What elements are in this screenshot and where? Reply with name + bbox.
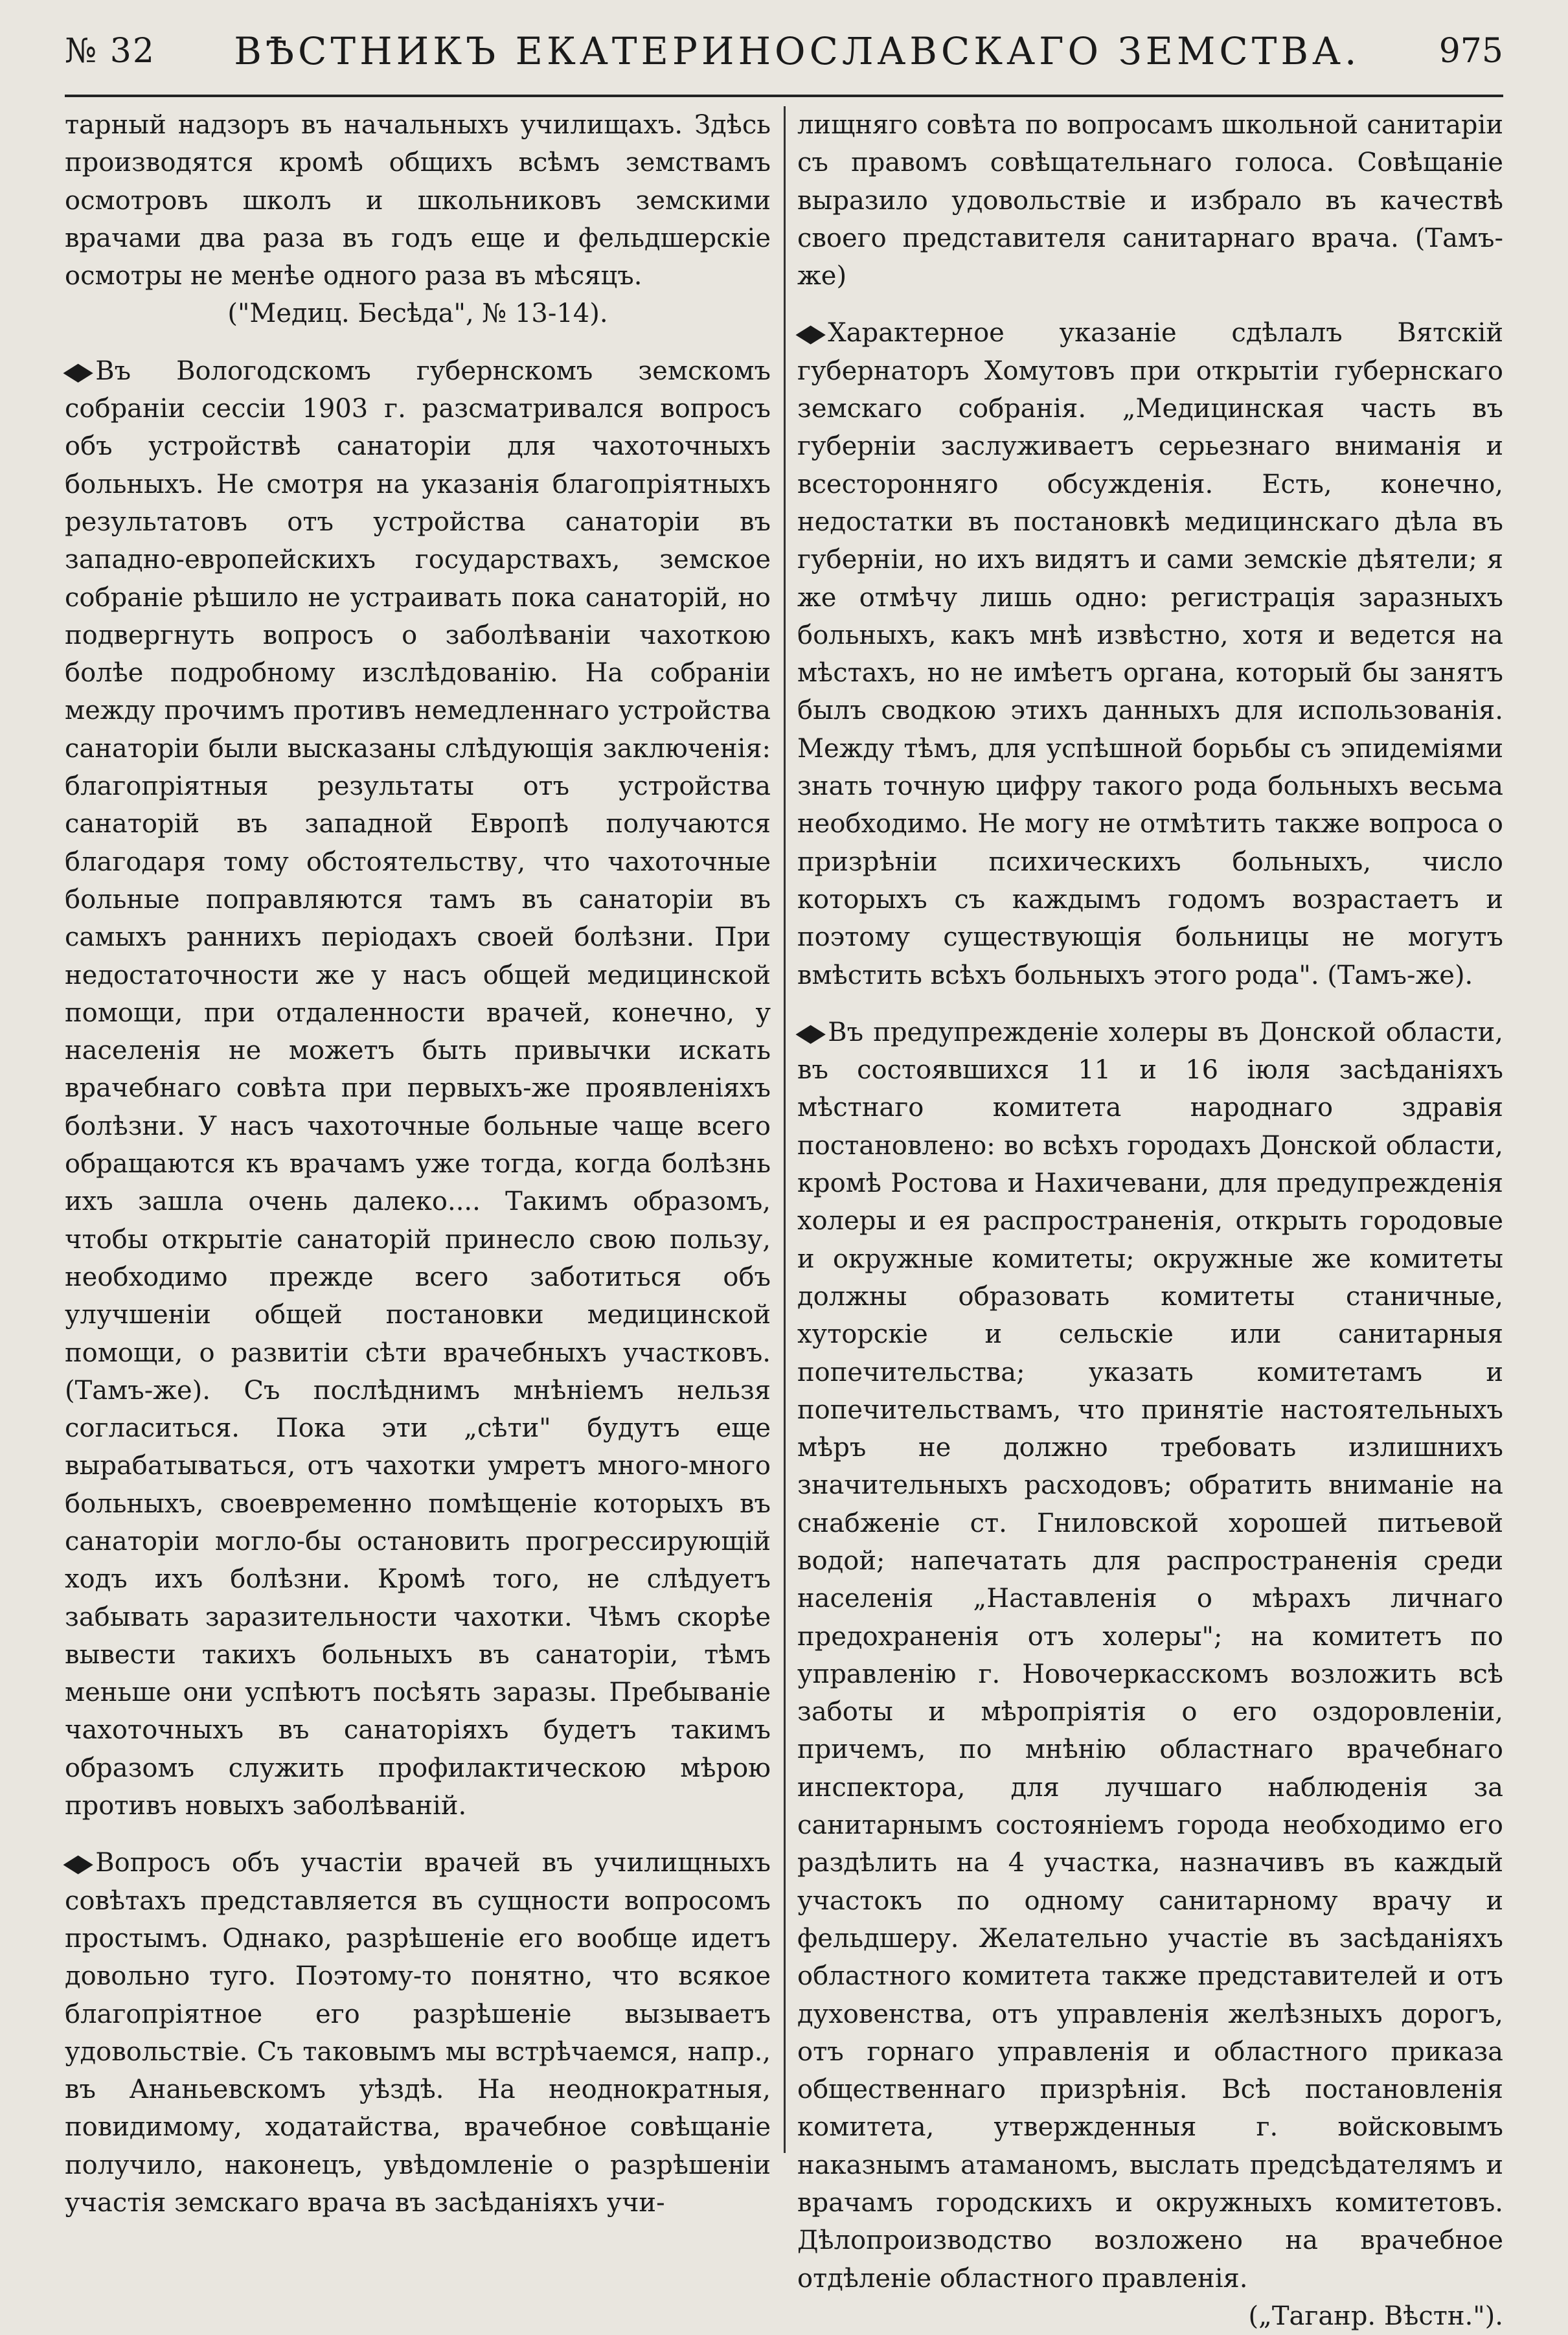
diamond-ornament-icon: ◆ [795,319,826,348]
diamond-ornament-icon: ◆ [795,1018,826,1047]
article-school-councils-text: Вопросъ объ участіи врачей въ училищныхъ совѣтахъ представляется въ сущности вопросомъ простымъ. Однако, разрѣшеніе его вообще идетъ довольно туго. Поэтому-то понятно, что всякое благопріятное его разрѣшеніе вызываетъ удовольствіе. Съ таковымъ мы встрѣчаемся, напр., въ Ананьевскомъ уѣздѣ. На неоднократныя, повидимому, ходатайства, врачебное совѣщаніе получило, наконецъ, увѣдомленіе о разрѣшеніи участія земскаго врача въ засѣданіяхъ учи- [65,1848,771,2218]
citation-taganrog-herald: („Таганр. Вѣстн."). [1248,2301,1503,2331]
article-vyatka-governor [797,314,1503,994]
article-school-councils [65,1844,771,2222]
article-don-cholera [797,1014,1503,2297]
journal-title: ВѢСТНИКЪ ЕКАТЕРИНОСЛАВСКАГО ЗЕМСТВА. [234,29,1361,73]
page-header [65,16,1503,97]
citation-medical-talk: ("Медиц. Бесѣда", № 13-14). [227,299,608,329]
article-don-text: Въ предупрежденіе холеры въ Донской области, въ состоявшихся 11 и 16 іюля засѣданіяхъ мѣстнаго комитета народнаго здравія постановлено: во всѣхъ городахъ Донской области, кромѣ Ростова и Нахичевани, для предупрежденія холеры и ея распространенія, открыть городовые и окружные комитеты; окружные же комитеты должны образовать комитеты станичные, хуторскіе и сельскіе или санитарныя попечительства; указать комитетамъ и попечительствамъ, что принятіе настоятельныхъ мѣръ не должно требовать излишнихъ значительныхъ расходовъ; обратить вниманіе на снабженіе ст. Гниловской хорошей питьевой водой; напечатать для распространенія среди населенія „Наставленія о мѣрахъ личнаго предохраненія отъ холеры"; на комитетъ по управленію г. Новочеркасскомъ возложить всѣ заботы и мѣропріятія о его оздоровленіи, причемъ, по мнѣнію областнаго врачебнаго инспектора, для лучшаго наблюденія за санитарнымъ состояніемъ города необходимо его раздѣлить на 4 участка, назначивъ въ каждый участокъ по одному санитарному врачу и фельдшеру. Желательно участіе въ засѣданіяхъ областного комитета также представителей и отъ духовенства, отъ управленія желѣзныхъ дорогъ, отъ горнаго управленія и областного приказа общественнаго призрѣнія. Всѣ постановленія комитета, утвержденныя г. войсковымъ наказнымъ атаманомъ, выслать предсѣдателямъ и врачамъ городскихъ и окружныхъ комитетовъ. Дѣлопроизводство возложено на врачебное отдѣленіе областного правленія. [797,1017,1503,2294]
page-number: 975 [1438,32,1503,71]
paragraph-council-continued: лищняго совѣта по вопросамъ школьной санитаріи съ правомъ совѣщательнаго голоса. Совѣщаніе выразило удовольствіе и избрало въ качествѣ своего представителя санитарнаго врача. (Тамъ-же) [797,110,1503,291]
left-column [65,106,771,2335]
issue-number: № 32 [65,32,155,71]
article-vologda-sanatorium [65,352,771,1825]
column-divider [784,106,786,2153]
paragraph-school-inspection: тарный надзоръ въ начальныхъ училищахъ. Здѣсь производятся кромѣ общихъ всѣмъ земствамъ осмотровъ школъ и школьниковъ земскими врачами два раза въ годъ еще и фельдшерскіе осмотры не менѣе одного раза въ мѣсяцъ. [65,110,771,291]
diamond-ornament-icon: ◆ [63,356,94,385]
article-vologda-text: Въ Вологодскомъ губернскомъ земскомъ собраніи сессіи 1903 г. разсматривался вопросъ объ устройствѣ санаторіи для чахоточныхъ больныхъ. Не смотря на указанія благопріятныхъ результатовъ отъ устройства санаторіи въ западно-европейскихъ государствахъ, земское собраніе рѣшило не устраивать пока санаторій, но подвергнуть вопросъ о заболѣваніи чахоткою болѣе подробному изслѣдованію. На собраніи между прочимъ противъ немедленнаго устройства санаторіи были высказаны слѣдующія заключенія: благопріятныя результаты отъ устройства санаторій въ западной Европѣ получаются благодаря тому обстоятельству, что чахоточные больные поправляются тамъ въ санаторіи въ самыхъ раннихъ періодахъ своей болѣзни. При недостаточности же у насъ общей медицинской помощи, при отдаленности врачей, конечно, у населенія не можетъ быть привычки искать врачебнаго совѣта при первыхъ-же проявленіяхъ болѣзни. У насъ чахоточные больные чаще всего обращаются къ врачамъ уже тогда, когда болѣзнь ихъ зашла очень далеко.... Такимъ образомъ, чтобы открытіе санаторій принесло свою пользу, необходимо прежде всего заботиться объ улучшеніи общей постановки медицинской помощи, о развитіи сѣти врачебныхъ участковъ. (Тамъ-же). Съ послѣднимъ мнѣніемъ нельзя согласиться. Пока эти „сѣти" будутъ еще вырабатываться, отъ чахотки умретъ много-много больныхъ, своевременно помѣщеніе которыхъ въ санаторіи могло-бы остановить прогрессирующій ходъ ихъ болѣзни. Кромѣ того, не слѣдуетъ забывать заразительности чахотки. Чѣмъ скорѣе вывести такихъ больныхъ въ санаторіи, тѣмъ меньше они успѣютъ посѣять заразы. Пребываніе чахоточныхъ въ санаторіяхъ будетъ такимъ образомъ служить профилактическою мѣрою противъ новыхъ заболѣваній. [65,356,771,1821]
diamond-ornament-icon: ◆ [63,1849,94,1878]
article-vyatka-text: Характерное указаніе сдѣлалъ Вятскій губернаторъ Хомутовъ при открытіи губернскаго земскаго собранія. „Медицинская часть въ губерніи заслуживаетъ серьезнаго вниманія и всесторонняго обсужденія. Есть, конечно, недостатки въ постановкѣ медицинскаго дѣла въ губерніи, но ихъ видятъ и сами земскіе дѣятели; я же отмѣчу лишь одно: регистрація заразныхъ больныхъ, какъ мнѣ извѣстно, хотя и ведется на мѣстахъ, но не имѣетъ органа, который бы занятъ былъ сводкою этихъ данныхъ для использованія. Между тѣмъ, для успѣшной борьбы съ эпидеміями знать точную цифру такого рода больныхъ весьма необходимо. Не могу не отмѣтить также вопроса о призрѣніи психическихъ больныхъ, число которыхъ съ каждымъ годомъ возрастаетъ и поэтому существующія больницы не могутъ вмѣстить всѣхъ больныхъ этого рода". (Тамъ-же). [797,318,1503,990]
two-column-body [65,106,1503,2335]
right-column [797,106,1503,2335]
